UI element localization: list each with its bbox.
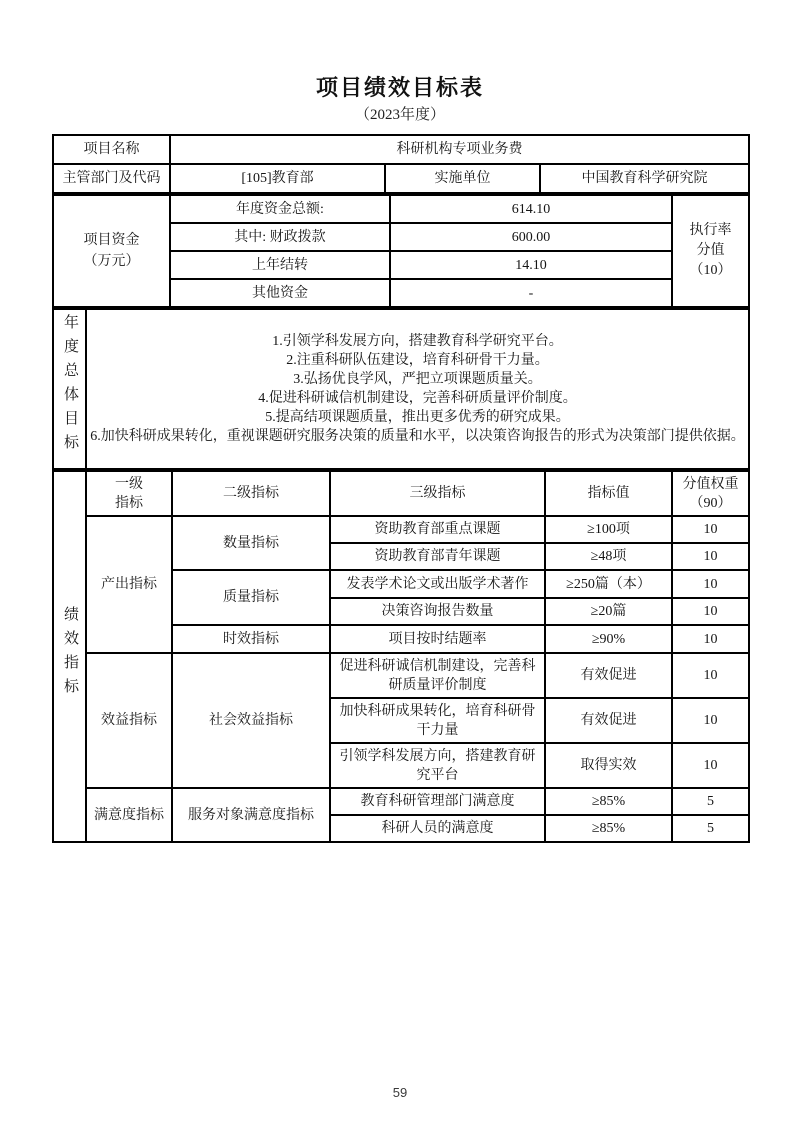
level2-social-benefit: 社会效益指标 [172, 653, 330, 788]
indicator-value: ≥20篇 [545, 598, 672, 625]
goal-line-1: 1.引领学科发展方向，搭建教育科学研究平台。 [272, 334, 563, 349]
indicator-name: 发表学术论文或出版学术著作 [330, 570, 545, 598]
indicator-value: 有效促进 [545, 653, 672, 698]
dept-code-label: 主管部门及代码 [53, 164, 170, 193]
indicator-value: ≥250篇（本） [545, 570, 672, 598]
indicators-side-text: 绩效指标 [62, 605, 78, 702]
header-value: 指标值 [545, 471, 672, 516]
header-weight-line2: （90） [689, 495, 732, 511]
header-weight [672, 471, 749, 516]
indicator-name: 决策咨询报告数量 [330, 598, 545, 625]
level2-quantity: 数量指标 [172, 516, 330, 570]
indicator-name: 资助教育部青年课题 [330, 543, 545, 570]
indicator-weight: 5 [672, 815, 749, 842]
indicator-value: ≥48项 [545, 543, 672, 570]
project-name-value: 科研机构专项业务费 [170, 135, 749, 164]
goal-line-2: 2.注重科研队伍建设，培育科研骨干力量。 [286, 353, 549, 368]
page-title: 项目绩效目标表 [315, 75, 484, 100]
funds-total-value: 614.10 [390, 195, 672, 223]
funds-label-line2: （万元） [83, 254, 140, 269]
indicator-weight: 10 [672, 598, 749, 625]
indicator-value: ≥100项 [545, 516, 672, 543]
impl-unit-value: 中国教育科学研究院 [540, 164, 749, 193]
goal-line-6: 6.加快科研成果转化，重视课题研究服务决策的质量和水平，以决策咨询报告的形式为决策部门提供依据。 [90, 429, 745, 444]
section-project-info [52, 134, 750, 194]
impl-unit-label: 实施单位 [385, 164, 540, 193]
level1-satisfaction: 满意度指标 [86, 788, 172, 842]
header-level1 [86, 471, 172, 516]
performance-target-table [52, 134, 748, 843]
indicator-name: 科研人员的满意度 [330, 815, 545, 842]
page-number: 59 [392, 1085, 408, 1100]
indicator-row [53, 653, 749, 698]
level2-service-satisfaction: 服务对象满意度指标 [172, 788, 330, 842]
exec-rate-line1: 执行率 [689, 223, 732, 238]
level1-benefit: 效益指标 [86, 653, 172, 788]
funds-label [53, 195, 170, 307]
funds-total-label: 年度资金总额: [170, 195, 390, 223]
indicator-weight: 10 [672, 516, 749, 543]
goal-line-3: 3.弘扬优良学风，严把立项课题质量关。 [293, 372, 542, 387]
section-annual-goals [52, 308, 750, 470]
header-level3: 三级指标 [330, 471, 545, 516]
indicators-side-label [53, 471, 86, 842]
goal-line-5: 5.提高结项课题质量，推出更多优秀的研究成果。 [265, 410, 570, 425]
table-row [53, 164, 749, 193]
indicator-name: 项目按时结题率 [330, 625, 545, 653]
exec-rate-line3: （10） [689, 263, 732, 278]
funds-label-line1: 项目资金 [83, 233, 140, 248]
indicator-weight: 10 [672, 625, 749, 653]
table-row [53, 195, 749, 223]
indicator-row [53, 516, 749, 543]
indicator-row [53, 788, 749, 815]
header-level1-line2: 指标 [115, 495, 143, 511]
indicator-name: 加快科研成果转化，培育科研骨干力量 [330, 698, 545, 743]
indicator-weight: 10 [672, 698, 749, 743]
table-row [53, 135, 749, 164]
indicator-value: 取得实效 [545, 743, 672, 788]
funds-other-value: - [390, 279, 672, 307]
table-row [53, 309, 749, 469]
indicator-header-row [53, 471, 749, 516]
indicator-name: 促进科研诚信机制建设，完善科研质量评价制度 [330, 653, 545, 698]
header-level2: 二级指标 [172, 471, 330, 516]
indicator-value: ≥90% [545, 625, 672, 653]
indicator-value: ≥85% [545, 788, 672, 815]
indicator-value: ≥85% [545, 815, 672, 842]
funds-carryover-label: 上年结转 [170, 251, 390, 279]
section-project-funds [52, 194, 750, 308]
project-name-label: 项目名称 [53, 135, 170, 164]
funds-carryover-value: 14.10 [390, 251, 672, 279]
level2-quality: 质量指标 [172, 570, 330, 625]
execution-rate-score [672, 195, 749, 307]
goal-line-4: 4.促进科研诚信机制建设，完善科研质量评价制度。 [258, 391, 577, 406]
indicator-name: 引领学科发展方向，搭建教育研究平台 [330, 743, 545, 788]
indicator-weight: 10 [672, 543, 749, 570]
indicator-name: 资助教育部重点课题 [330, 516, 545, 543]
exec-rate-line2: 分值 [696, 243, 725, 258]
annual-goal-side-text: 年度总体目标 [62, 314, 78, 458]
funds-fiscal-label: 其中: 财政拨款 [170, 223, 390, 251]
section-performance-indicators [52, 470, 750, 843]
indicator-value: 有效促进 [545, 698, 672, 743]
dept-code-value: [105]教育部 [170, 164, 385, 193]
header-level1-line1: 一级 [115, 476, 143, 492]
indicator-weight: 10 [672, 743, 749, 788]
header-weight-line1: 分值权重 [682, 476, 739, 492]
level1-output: 产出指标 [86, 516, 172, 653]
indicator-weight: 10 [672, 570, 749, 598]
page-subtitle: （2023年度） [354, 107, 445, 123]
funds-other-label: 其他资金 [170, 279, 390, 307]
indicator-weight: 10 [672, 653, 749, 698]
indicator-weight: 5 [672, 788, 749, 815]
annual-goal-content [86, 309, 749, 469]
indicator-name: 教育科研管理部门满意度 [330, 788, 545, 815]
annual-goal-side-label [53, 309, 86, 469]
funds-fiscal-value: 600.00 [390, 223, 672, 251]
level2-timeliness: 时效指标 [172, 625, 330, 653]
